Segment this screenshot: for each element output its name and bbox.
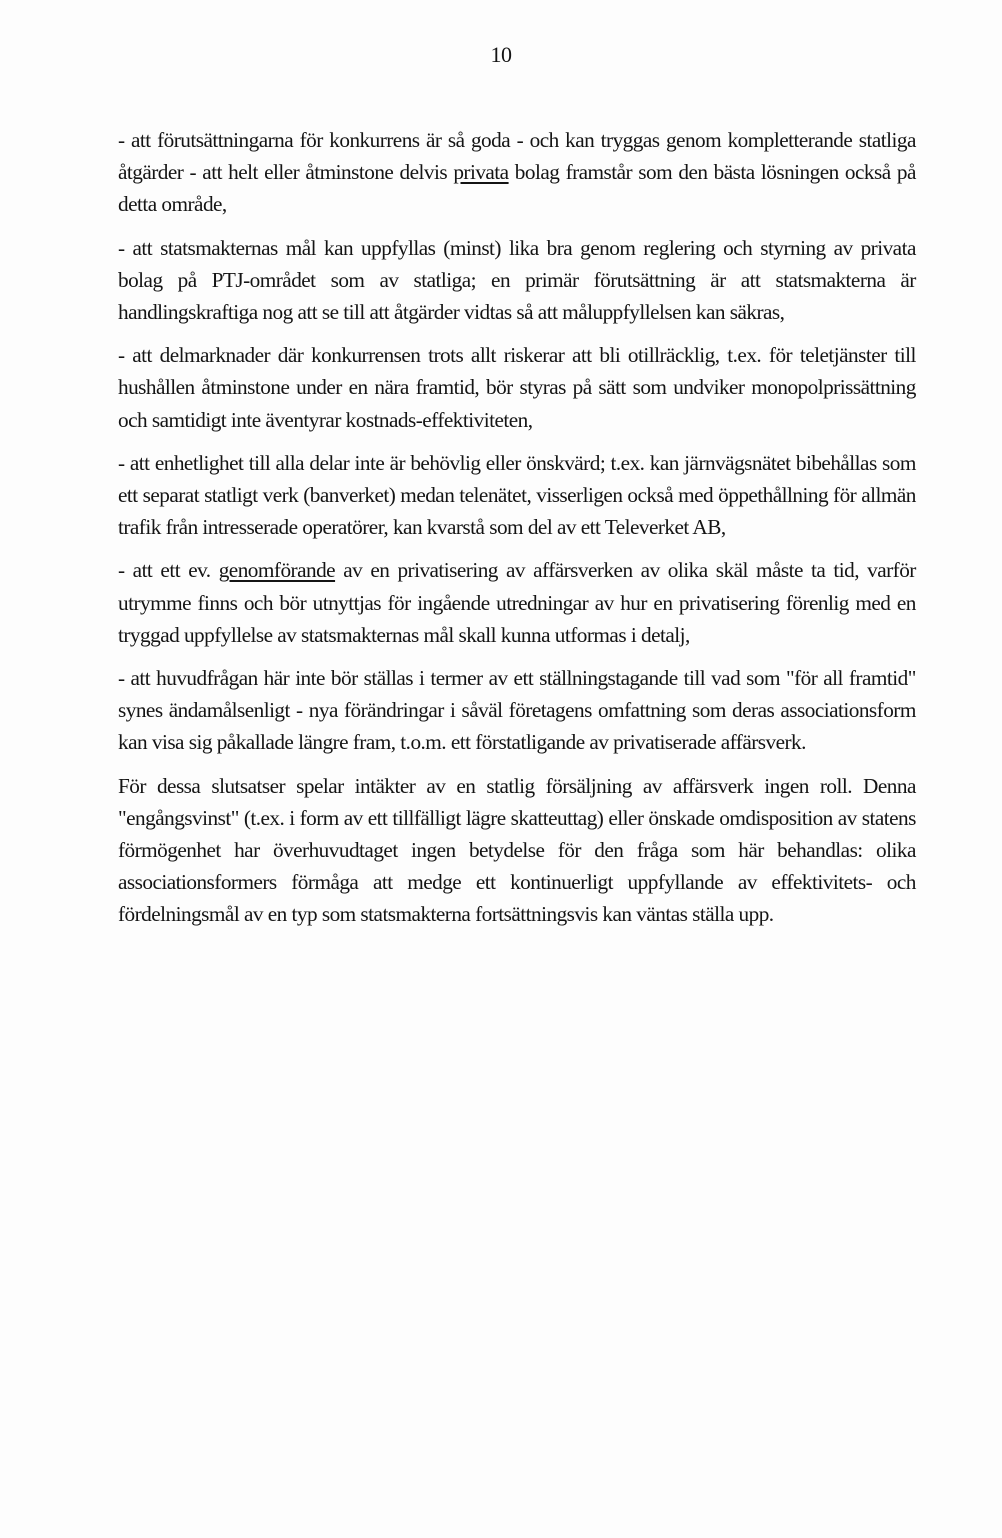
list-item-main-question: - att huvudfrågan här inte bör ställas i termer av ett ställningstagande till vad som "för all framtid" synes ändamålsenligt - nya förändringar i såväl företagens omfattning som deras associationsform kan visa sig påkallade längre fram, t.o.m. ett förstatligande av privatiserade affärsverk. [118,666,916,755]
page-number: 10 [490,42,512,67]
list-item-competition [118,124,916,221]
list-item-implementation [118,554,916,651]
underlined-word: privata [453,160,509,185]
text-run: av en privatisering av affärsverken av olika skäl måste ta tid, varför utrymme finns och bör utnyttjas för ingående utredningar av hur en privatisering förenlig med en tryggad uppfyllelse av statsmakternas mål skall kunna utformas i detalj, [118,558,916,647]
underlined-word: genomförande [218,558,336,583]
list-item-submarkets: - att delmarknader där konkurrensen trots allt riskerar att bli otillräcklig, t.ex. för teletjänster till hushållen åtminstone under en nära framtid, bör styras på sätt som undviker monopolprissättning och samtidigt inte äventyrar kostnads-effektiviteten, [118,343,916,432]
conclusion-paragraph: För dessa slutsatser spelar intäkter av en statlig försäljning av affärsverk ingen roll. Denna "engångsvinst" (t.ex. i form av ett tillfälligt lägre skatteuttag) eller önskade omdisposition av statens förmögenhet har överhuvudtaget ingen betydelse för den fråga som här behandlas: olika associationsformers förmåga att medge ett kontinuerligt uppfyllande av effektivitets- och fördelningsmål av en typ som statsmakterna fortsättningsvis kan väntas ställa upp. [118,773,916,927]
text-run: - att förutsättningarna för konkurrens är så goda - och kan tryggas genom kompletterande statliga åtgärder - att helt eller åtminstone delvis [118,128,916,185]
text-run: bolag framstår som den bästa lösningen också på detta område, [118,160,916,217]
text-run: - att ett ev. [118,558,219,583]
list-item-uniformity: - att enhetlighet till alla delar inte är behövlig eller önskvärd; t.ex. kan järnvägsnätet bibehållas som ett separat statligt verk (banverket) medan telenätet, visserligen också med öppethållning för allmän trafik från intresserade operatörer, kan kvarstå som del av ett Televerket AB, [118,450,916,540]
list-item-state-goals: - att statsmakternas mål kan uppfyllas (minst) lika bra genom reglering och styrning av privata bolag på PTJ-området som av statliga; en primär förutsättning är att statsmakterna är handlingskraftiga nog att se till att åtgärder vidtas så att måluppfyllelsen kan säkras, [118,235,916,325]
body-text [118,124,928,942]
